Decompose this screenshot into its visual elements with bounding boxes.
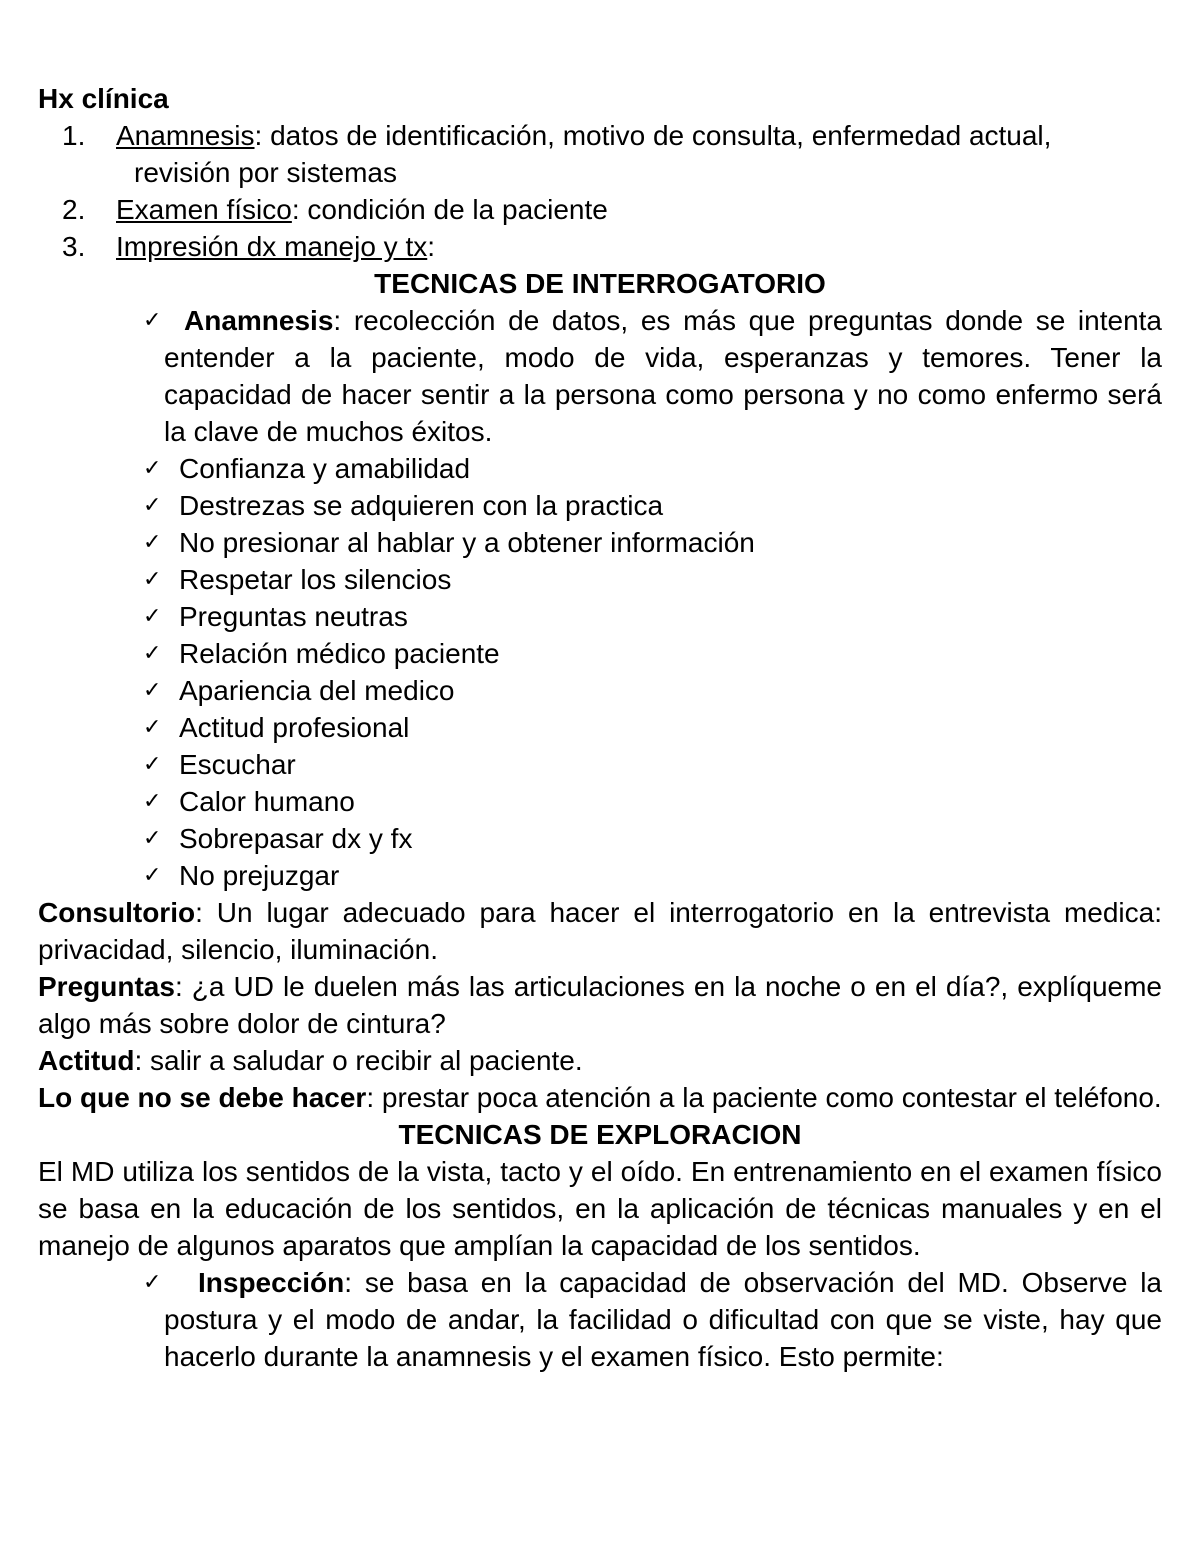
check-item: [38, 598, 1162, 635]
check-icon: ✓: [143, 456, 162, 481]
exploracion-intro: El MD utiliza los sentidos de la vista, tacto y el oído. En entrenamiento en el examen físico se basa en la educación de los sentidos, en la aplicación de técnicas manuales y en el manejo de algunos aparatos que amplían la capacidad de los sentidos.: [38, 1156, 1162, 1261]
check-icon: ✓: [143, 641, 162, 666]
paragraph-no-hacer: [38, 1079, 1162, 1116]
check-item: [38, 709, 1162, 746]
paragraph-actitud: [38, 1042, 1162, 1079]
check-item-label: No prejuzgar: [179, 860, 340, 891]
check-item-label: Calor humano: [179, 786, 355, 817]
hx-term: Examen físico: [116, 194, 292, 225]
paragraph-text: : prestar poca atención a la paciente como contestar el teléfono.: [366, 1082, 1162, 1113]
hx-list-item: [38, 191, 1162, 228]
list-number: 2.: [62, 194, 86, 225]
check-item-label: Relación médico paciente: [179, 638, 500, 669]
check-icon: ✓: [143, 1270, 162, 1295]
hx-list-item: [38, 117, 1162, 191]
check-item-label: Sobrepasar dx y fx: [179, 823, 413, 854]
check-icon: ✓: [143, 863, 162, 888]
check-item: [38, 820, 1162, 857]
check-item-label: Apariencia del medico: [179, 675, 455, 706]
check-icon: ✓: [143, 789, 162, 814]
hx-term: Impresión dx manejo y tx: [116, 231, 428, 262]
paragraph-consultorio: [38, 894, 1162, 968]
check-item: [38, 857, 1162, 894]
paragraph-preguntas: [38, 968, 1162, 1042]
section-title-interrogatorio: TECNICAS DE INTERROGATORIO: [374, 268, 826, 299]
item-term: Anamnesis: [184, 305, 334, 336]
check-item: [38, 783, 1162, 820]
hx-text: : condición de la paciente: [291, 194, 608, 225]
interrogatorio-checklist: [38, 302, 1162, 894]
check-icon: ✓: [143, 308, 162, 333]
item-text: : se basa en la capacidad de observación del MD. Observe la postura y el modo de andar, la facilidad o dificultad con que se viste, hay que hacerlo durante la anamnesis y el examen físico. Esto permite:: [164, 1267, 1162, 1372]
check-item: [38, 561, 1162, 598]
check-icon: ✓: [143, 530, 162, 555]
hx-list: [38, 117, 1162, 265]
check-item-label: Escuchar: [179, 749, 296, 780]
check-item-label: Confianza y amabilidad: [179, 453, 471, 484]
item-term: Inspección: [198, 1267, 345, 1298]
paragraph-text: : Un lugar adecuado para hacer el interrogatorio en la entrevista medica: privacidad, silencio, iluminación.: [38, 897, 1162, 965]
check-item-label: Actitud profesional: [179, 712, 410, 743]
check-item: [38, 524, 1162, 561]
check-item-label: Preguntas neutras: [179, 601, 408, 632]
check-icon: ✓: [143, 604, 162, 629]
check-item-label: Respetar los silencios: [179, 564, 452, 595]
check-item: [38, 635, 1162, 672]
paragraph-text: : salir a saludar o recibir al paciente.: [134, 1045, 583, 1076]
check-item-inspeccion: [38, 1264, 1162, 1375]
hx-text: : datos de identificación, motivo de consulta, enfermedad actual,: [254, 120, 1052, 151]
check-item: [38, 672, 1162, 709]
paragraph-term: Lo que no se debe hacer: [38, 1082, 367, 1113]
check-item: [38, 746, 1162, 783]
check-icon: ✓: [143, 493, 162, 518]
hx-term: Anamnesis: [116, 120, 255, 151]
paragraph-term: Actitud: [38, 1045, 135, 1076]
check-icon: ✓: [143, 567, 162, 592]
item-text: : recolección de datos, es más que preguntas donde se intenta entender a la paciente, modo de vida, esperanzas y temores. Tener la capacidad de hacer sentir a la persona como persona y no como enfermo será la clave de muchos éxitos.: [164, 305, 1162, 447]
hx-list-item: [38, 228, 1162, 265]
hx-continuation: revisión por sistemas: [134, 157, 397, 188]
paragraph-text: : ¿a UD le duelen más las articulaciones en la noche o en el día?, explíqueme algo más sobre dolor de cintura?: [38, 971, 1162, 1039]
list-number: 1.: [62, 120, 86, 151]
check-icon: ✓: [143, 752, 162, 777]
check-item-label: Destrezas se adquieren con la practica: [179, 490, 664, 521]
check-icon: ✓: [143, 826, 162, 851]
check-item: [38, 450, 1162, 487]
document-heading: Hx clínica: [38, 83, 169, 114]
paragraph-term: Consultorio: [38, 897, 196, 928]
check-icon: ✓: [143, 715, 162, 740]
section-title-exploracion: TECNICAS DE EXPLORACION: [398, 1119, 802, 1150]
paragraph-term: Preguntas: [38, 971, 175, 1002]
list-number: 3.: [62, 231, 86, 262]
check-icon: ✓: [143, 678, 162, 703]
exploracion-checklist: [38, 1264, 1162, 1375]
check-item: [38, 487, 1162, 524]
check-item-anamnesis: [38, 302, 1162, 450]
check-item-label: No presionar al hablar y a obtener información: [179, 527, 755, 558]
hx-text: :: [427, 231, 436, 262]
